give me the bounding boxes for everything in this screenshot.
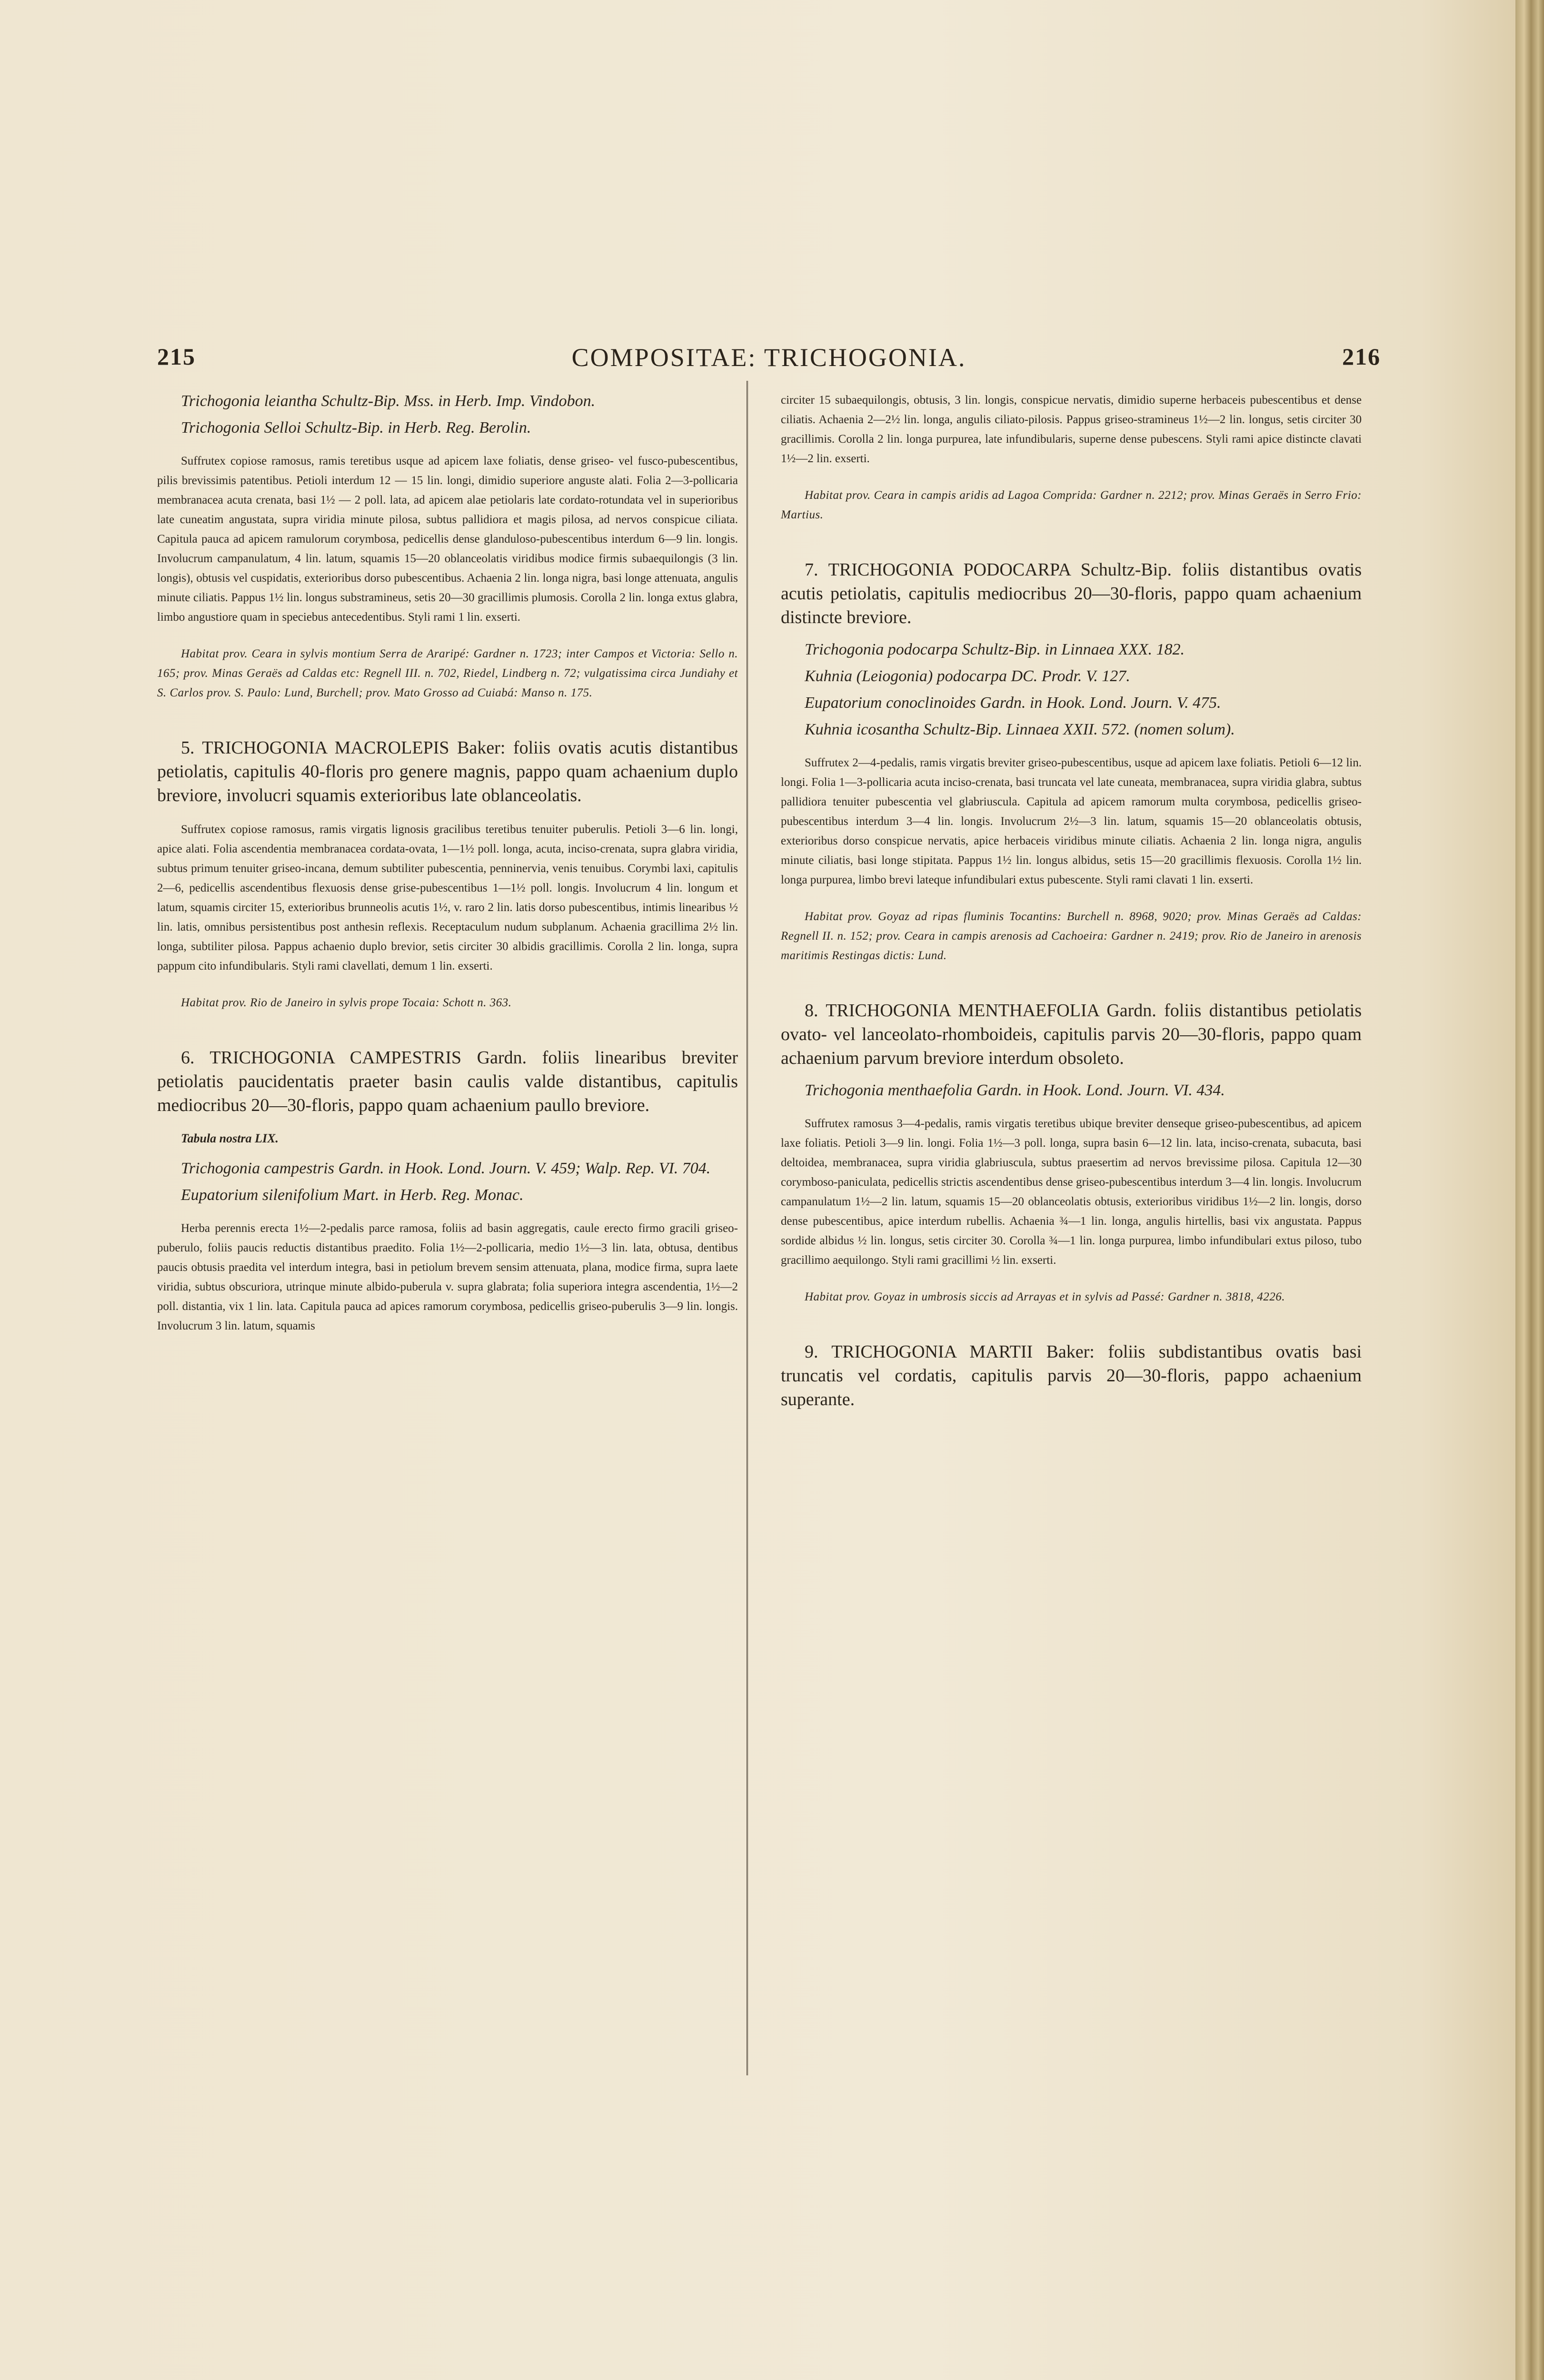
synonym: Trichogonia menthaefolia Gardn. in Hook. Lond. Journ. VI. 434. bbox=[805, 1081, 1225, 1099]
left-column bbox=[157, 390, 738, 1336]
synonym: Trichogonia podocarpa Schultz-Bip. in Linnaea XXX. 182. bbox=[805, 641, 1185, 658]
synonym: Eupatorium conoclinoides Gardn. in Hook. Lond. Journ. V. 475. bbox=[805, 694, 1221, 712]
species-description: Suffrutex ramosus 3—4-pedalis, ramis virgatis teretibus ubique breviter denseque griseo-pubescentibus, ad apicem laxe foliatis. Petioli 3—9 lin. longi. Folia 1½—3 poll. longa, supra basin 6—12 lin. lata, inciso-crenata, subacuta, basi deltoidea, membranacea, supra viridia glabriuscula, subtus praesertim ad nervos brevissime pilosa. Capitula 12—30 corymboso-paniculata, pedicellis strictis ascendentibus dense griseo-pubescentibus interdum 3—4 lin. longis. Involucrum campanulatum 1½—2 lin. latum, squamis 15—20 oblanceolatis obtusis, exterioribus viridibus 1½—2 lin. longis, dorso dense pubescentibus, apice interdum rubellis. Achaenia ¾—1 lin. longa, angulis hirtellis, basi vix angustata. Pappus sordide albidus ½ lin. longus, setis circiter 30. Corolla ¾—1 lin. longa purpurea, limbo infundibulari extus piloso, tubo gracillimo aequilongo. Styli rami gracillimi ½ lin. exserti. bbox=[781, 1117, 1362, 1267]
species-diagnosis: 8. TRICHOGONIA MENTHAEFOLIA Gardn. foliis distantibus petiolatis ovato- vel lanceolato-rhomboideis, capitulis parvis 20—30-floris, pappo quam achaenium parvum breviore interdum obsoleto. bbox=[781, 1001, 1362, 1068]
species-description: Suffrutex copiose ramosus, ramis teretibus usque ad apicem laxe foliatis, dense griseo- vel fusco-pubescentibus, pilis brevissimis patentibus. Petioli interdum 12 — 15 lin. longi, dimidio superiore anguste alati. Folia 2—3-pollicaria membranacea acuta crenata, basi 1½ — 2 poll. lata, ad apicem alae petiolaris late cordato-rotundata vel in superioribus late cuneatim angustata, supra viridia minute pilosa, subtus pallidiora et magis pilosa, ad nervos conspicue ciliata. Capitula pauca ad apicem ramulorum corymbosa, pedicellis dense glanduloso-pubescentibus interdum 6—9 lin. longis. Involucrum campanulatum, 4 lin. latum, squamis 15—20 oblanceolatis viridibus modice firmis subaequilongis (3 lin. longis), obtusis vel cuspidatis, exterioribus dorso pubescentibus. Achaenia 2 lin. longa nigra, basi longe attenuata, angulis minute ciliatis. Pappus 1½ lin. longus substramineus, setis 20—30 gracillimis plumosis. Corolla 2 lin. longa extus glabra, limbo angustiore quam in speciebus antecedentibus. Styli rami 1 lin. exserti. bbox=[157, 455, 738, 624]
description-continued: circiter 15 subaequilongis, obtusis, 3 lin. longis, conspicue nervatis, dimidio superne herbaceis pubescentibus et dense ciliatis. Achaenia 2—2½ lin. longa, angulis ciliato-pilosis. Pappus griseo-stramineus 1½—2 lin. longus, setis circiter 30 gracillimis. Corolla 2 lin. longa purpurea, late infundibularis, superne dense pubescens. Styli rami apice distincte clavati 1½—2 lin. exserti. bbox=[781, 394, 1362, 465]
species-diagnosis: 5. TRICHOGONIA MACROLEPIS Baker: foliis ovatis acutis distantibus petiolatis, capitulis 40-floris pro genere magnis, pappo quam achaenium duplo breviore, involucri squamis exterioribus late oblanceolatis. bbox=[157, 738, 738, 805]
header-title: COMPOSITAE: TRICHOGONIA. bbox=[571, 343, 966, 372]
synonym: Kuhnia (Leiogonia) podocarpa DC. Prodr. V. 127. bbox=[805, 667, 1130, 685]
synonym: Trichogonia Selloi Schultz-Bip. in Herb. Reg. Berolin. bbox=[181, 419, 531, 436]
species-diagnosis: 9. TRICHOGONIA MARTII Baker: foliis subdistantibus ovatis basi truncatis vel cordatis, capitulis parvis 20—30-floris, pappo achaenium superante. bbox=[781, 1342, 1362, 1409]
page-number-left: 215 bbox=[157, 343, 196, 370]
species-description: Suffrutex copiose ramosus, ramis virgatis lignosis gracilibus teretibus tenuiter puberulis. Petioli 3—6 lin. longi, apice alati. Folia ascendentia membranacea cordata-ovata, 1—1½ poll. longa, acuta, inciso-crenata, supra glabra viridia, subtus primum tenuiter griseo-incana, demum subtiliter pubescentia, penninervia, venis tenuibus. Corymbi laxi, capitulis 2—6, pedicellis ascendentibus flexuosis dense grise-pubescentibus 1—1½ poll. longis. Involucrum 4 lin. longum et latum, squamis circiter 15, exterioribus brunneolis acutis 1½, v. raro 2 lin. latis dorso pubescentibus, intimis linearibus ½ lin. latis, omnibus persistentibus post anthesin reflexis. Receptaculum nudum subplanum. Achaenia gracillima 2½ lin. longa, subtiliter pilosa. Pappus achaenio duplo brevior, setis circiter 30 albidis gracillimis. Corolla 2 lin. longa, supra pappum cito infundibularis. Styli rami clavellati, demum 1 lin. exserti. bbox=[157, 823, 738, 972]
synonym: Kuhnia icosantha Schultz-Bip. Linnaea XXII. 572. (nomen solum). bbox=[805, 721, 1235, 738]
habitat-note: Habitat prov. Goyaz in umbrosis siccis ad Arrayas et in sylvis ad Passé: Gardner n. 3818, 4226. bbox=[805, 1290, 1285, 1303]
habitat-note: Habitat prov. Ceara in sylvis montium Serra de Araripé: Gardner n. 1723; inter Campos et Victoria: Sello n. 165; prov. Minas Geraës ad Caldas etc: Regnell III. n. 702, Riedel, Lindberg n. 72; vulgatissima circa Jundiahy et S. Carlos prov. S. Paulo: Lund, Burchell; prov. Mato Grosso ad Cuiabá: Manso n. 175. bbox=[157, 647, 738, 699]
habitat-note: Habitat prov. Rio de Janeiro in sylvis prope Tocaia: Schott n. 363. bbox=[181, 996, 512, 1009]
synonym: Eupatorium silenifolium Mart. in Herb. Reg. Monac. bbox=[181, 1186, 524, 1204]
habitat-note: Habitat prov. Goyaz ad ripas fluminis Tocantins: Burchell n. 8968, 9020; prov. Minas Geraës ad Caldas: Regnell II. n. 152; prov. Ceara in campis arenosis ad Cachoeira: Gardner n. 2419; prov. Rio de Janeiro in arenosis maritimis Restingas dictis: Lund. bbox=[781, 910, 1362, 962]
book-spine bbox=[1515, 0, 1544, 2380]
species-diagnosis: 6. TRICHOGONIA CAMPESTRIS Gardn. foliis linearibus breviter petiolatis paucidentatis praeter basin caulis valde distantibus, capitulis mediocribus 20—30-floris, pappo quam achaenium paullo breviore. bbox=[157, 1048, 738, 1115]
column-divider bbox=[747, 381, 748, 2075]
species-description: Suffrutex 2—4-pedalis, ramis virgatis breviter griseo-pubescentibus, usque ad apicem laxe foliatis. Petioli 6—12 lin. longi. Folia 1—3-pollicaria acuta inciso-crenata, basi truncata vel late cuneata, membranacea, supra viridia glabra, subtus pallidiora tenuiter pubescentia vel glabriuscula. Capitula ad apicem ramorum multa corymbosa, pedicellis griseo-pubescentibus interdum 3—4 lin. longis. Involucrum 2½—3 lin. latum, squamis 15—20 oblanceolatis obtusis, exterioribus dorso conspicue nervatis, apice herbaceis viridibus minute ciliatis. Achaenia 2 lin. longa nigra, angulis minute ciliatis, basi longe stipitata. Pappus 1½ lin. longus albidus, setis 15—20 gracillimis flexuosis. Corolla 1½ lin. longa purpurea, limbo brevi lateque infundibulari extus pubescente. Styli rami clavati 1 lin. exserti. bbox=[781, 756, 1362, 886]
right-column bbox=[781, 390, 1362, 1421]
synonym: Trichogonia campestris Gardn. in Hook. Lond. Journ. V. 459; Walp. Rep. VI. 704. bbox=[181, 1160, 711, 1177]
plate-reference: Tabula nostra LIX. bbox=[181, 1131, 279, 1145]
habitat-note: Habitat prov. Ceara in campis aridis ad Lagoa Comprida: Gardner n. 2212; prov. Minas Geraës in Serro Frio: Martius. bbox=[781, 489, 1362, 521]
synonym: Trichogonia leiantha Schultz-Bip. Mss. in Herb. Imp. Vindobon. bbox=[181, 392, 596, 410]
species-diagnosis: 7. TRICHOGONIA PODOCARPA Schultz-Bip. foliis distantibus ovatis acutis petiolatis, capitulis mediocribus 20—30-floris, pappo quam achaenium distincte breviore. bbox=[781, 560, 1362, 627]
species-description: Herba perennis erecta 1½—2-pedalis parce ramosa, foliis ad basin aggregatis, caule erecto firmo gracili griseo-puberulo, foliis paucis reductis distantibus praedito. Folia 1½—2-pollicaria, medio 1½—3 lin. lata, obtusa, dentibus paucis obtusis praedita vel interdum integra, basi in petiolum brevem sensim attenuata, plana, modice firma, supra laete viridia, subtus obscuriora, utrinque minute albido-puberula v. supra glabrata; folia superiora integra ascendentia, 1½—2 poll. distantia, vix 1 lin. lata. Capitula pauca ad apices ramorum corymbosa, pedicellis griseo-puberulis 3—9 lin. longis. Involucrum 3 lin. latum, squamis bbox=[157, 1222, 738, 1332]
running-header bbox=[157, 343, 1381, 381]
page-number-right: 216 bbox=[1342, 343, 1381, 370]
